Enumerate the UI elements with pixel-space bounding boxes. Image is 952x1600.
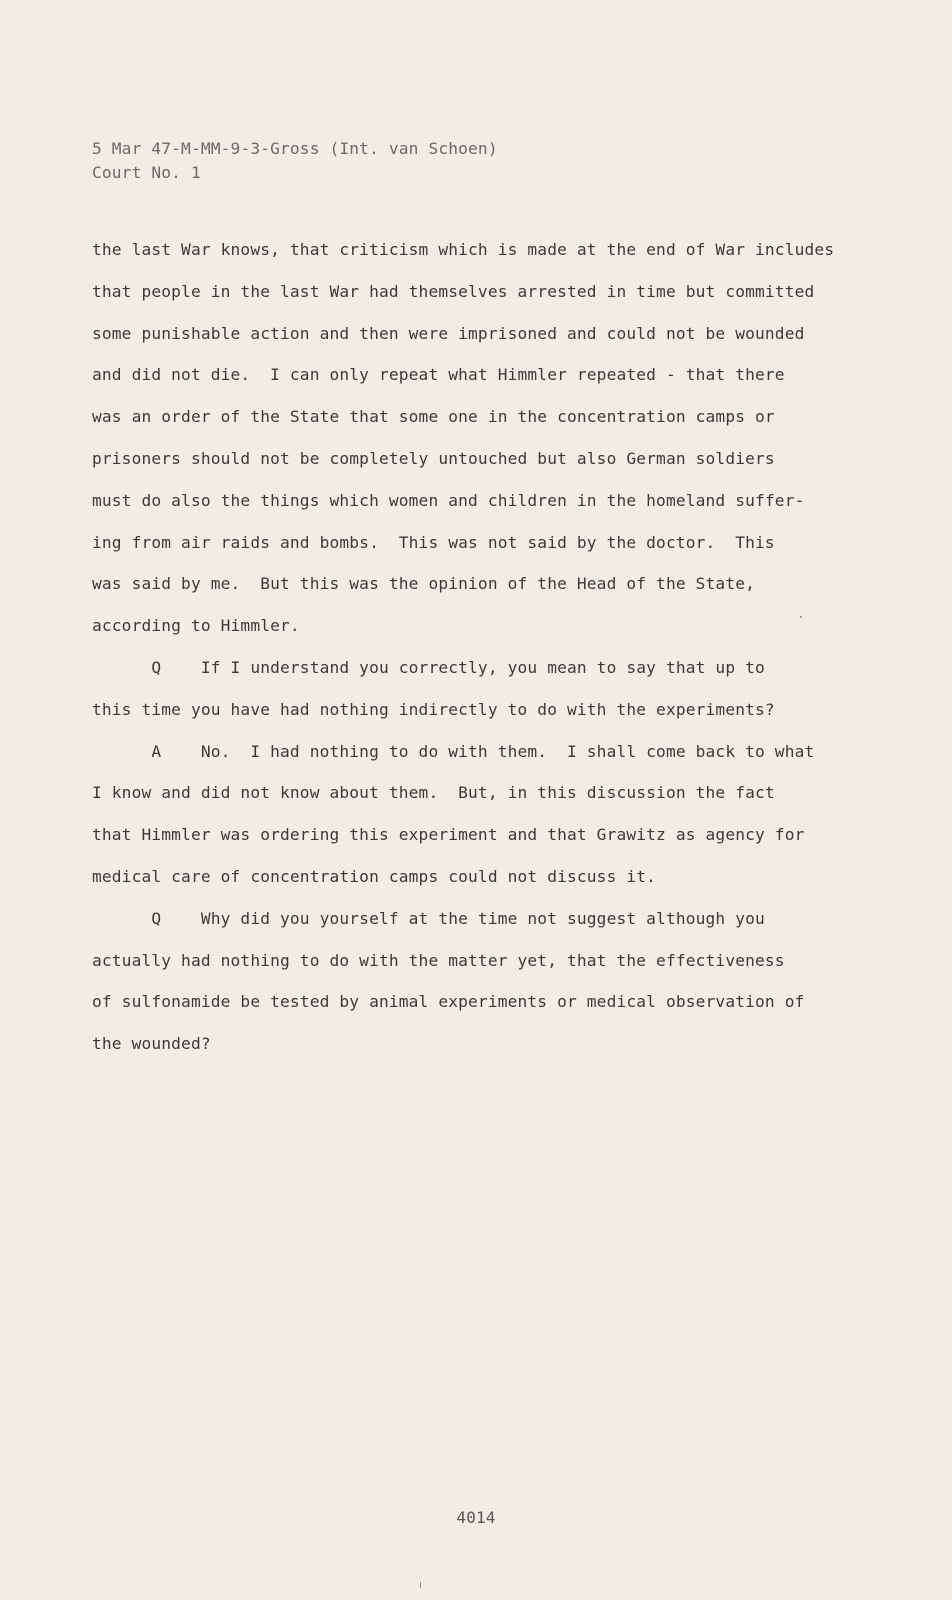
transcript-line: some punishable action and then were imprisoned and could not be wounded xyxy=(92,323,805,343)
transcript-line: was said by me. But this was the opinion of the Head of the State, xyxy=(92,574,756,594)
transcript-line: medical care of concentration camps could not discuss it. xyxy=(92,866,657,886)
transcript-line: and did not die. I can only repeat what Himmler repeated - that there xyxy=(92,365,785,385)
page-number: 4014 xyxy=(456,1508,496,1527)
transcript-line: actually had nothing to do with the matter yet, that the effectiveness xyxy=(92,950,785,970)
header-court-number: Court No. 1 xyxy=(92,163,201,182)
transcript-line: the last War knows, that criticism which is made at the end of War includes xyxy=(92,240,835,259)
transcript-line: must do also the things which women and children in the homeland suffer- xyxy=(92,490,805,510)
transcript-line: that people in the last War had themselves arrested in time but committed xyxy=(92,281,815,301)
transcript-line: Q If I understand you correctly, you mean to say that up to xyxy=(92,657,765,677)
transcript-body xyxy=(92,238,882,1074)
paper-speck xyxy=(420,1582,421,1588)
header-case-reference: 5 Mar 47-M-MM-9-3-Gross (Int. van Schoen) xyxy=(92,139,498,158)
transcript-line: the wounded? xyxy=(92,1034,211,1054)
transcript-line: of sulfonamide be tested by animal experiments or medical observation of xyxy=(92,992,805,1012)
transcript-line: A No. I had nothing to do with them. I shall come back to what xyxy=(92,741,815,761)
transcript-line: prisoners should not be completely untouched but also German soldiers xyxy=(92,448,775,468)
header-block xyxy=(92,137,498,185)
paper-speck xyxy=(800,616,802,618)
transcript-line: this time you have had nothing indirectly to do with the experiments? xyxy=(92,699,775,719)
transcript-line: according to Himmler. xyxy=(92,616,300,636)
transcript-line: was an order of the State that some one in the concentration camps or xyxy=(92,407,775,427)
transcript-line: I know and did not know about them. But, in this discussion the fact xyxy=(92,783,775,803)
transcript-line: Q Why did you yourself at the time not suggest although you xyxy=(92,908,765,928)
transcript-line: ing from air raids and bombs. This was not said by the doctor. This xyxy=(92,532,775,552)
transcript-line: that Himmler was ordering this experiment and that Grawitz as agency for xyxy=(92,825,805,845)
